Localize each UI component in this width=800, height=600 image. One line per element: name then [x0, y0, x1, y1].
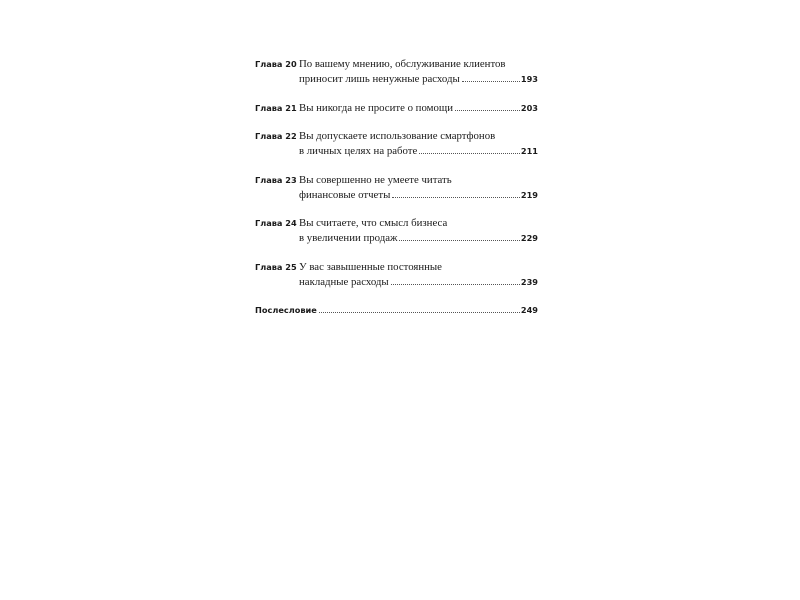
chapter-title-line: в личных целях на работе	[299, 145, 418, 157]
toc-entry-chapter-20[interactable]	[255, 57, 538, 87]
chapter-label: Глава 20	[255, 59, 297, 69]
dot-leader	[391, 283, 520, 285]
toc-entry-chapter-25[interactable]	[255, 260, 538, 290]
page-number: 239	[520, 276, 538, 287]
afterword-label: Послесловие	[255, 305, 317, 315]
dot-leader	[462, 80, 520, 82]
chapter-title-line: Вы совершенно не умеете читать	[299, 173, 452, 186]
chapter-label: Глава 22	[255, 131, 297, 141]
table-of-contents	[255, 57, 538, 318]
chapter-label: Глава 21	[255, 102, 297, 113]
chapter-title	[299, 260, 538, 290]
page-number: 249	[520, 305, 538, 315]
chapter-title-line: в увеличении продаж	[299, 232, 398, 244]
chapter-title-line: финансовые отчеты	[299, 188, 391, 201]
page-number: 219	[520, 189, 538, 200]
toc-entry-chapter-21[interactable]	[255, 101, 538, 116]
toc-entry-chapter-23[interactable]	[255, 173, 538, 203]
chapter-title-last-line	[299, 188, 538, 203]
chapter-label: Глава 23	[255, 174, 297, 185]
chapter-title-line: У вас завышенные постоянные	[299, 260, 442, 273]
chapter-title-last-line	[299, 275, 538, 290]
chapter-title-line: Вы допускаете использование смартфонов	[299, 130, 496, 142]
chapter-title-line: По вашему мнению, обслуживание клиентов	[299, 58, 506, 70]
chapter-title	[299, 129, 538, 159]
chapter-title-last-line	[299, 101, 538, 116]
chapter-title	[299, 101, 538, 116]
chapter-title-line: приносит лишь ненужные расходы	[299, 73, 460, 85]
page-number: 193	[520, 74, 538, 84]
chapter-title-last-line	[299, 72, 538, 87]
chapter-title-last-line	[299, 144, 538, 159]
page-number: 211	[520, 146, 538, 156]
chapter-title	[299, 57, 538, 87]
dot-leader	[419, 152, 520, 154]
chapter-label: Глава 24	[255, 218, 297, 228]
chapter-label: Глава 25	[255, 261, 297, 272]
chapter-title-last-line	[299, 231, 538, 246]
toc-entry-chapter-22[interactable]	[255, 129, 538, 159]
chapter-title-line: Вы считаете, что смысл бизнеса	[299, 217, 448, 229]
dot-leader	[392, 196, 520, 198]
toc-entry-afterword[interactable]	[255, 303, 538, 318]
page-number: 203	[520, 102, 538, 113]
chapter-title	[299, 216, 538, 246]
dot-leader	[399, 239, 519, 241]
toc-entry-chapter-24[interactable]	[255, 216, 538, 246]
chapter-title-line: Вы никогда не просите о помощи	[299, 101, 453, 114]
dot-leader	[455, 109, 520, 111]
page-number: 229	[520, 233, 538, 243]
chapter-title	[299, 173, 538, 203]
dot-leader	[319, 311, 520, 313]
chapter-title-line: накладные расходы	[299, 275, 389, 288]
